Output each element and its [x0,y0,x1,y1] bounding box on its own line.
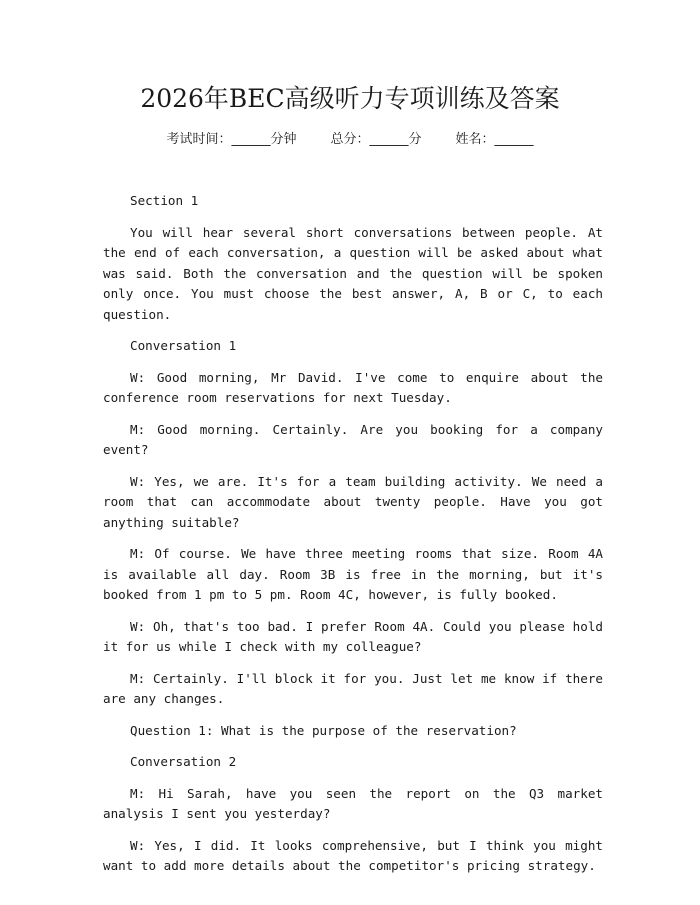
exam-time-field: 考试时间：______分钟 [166,132,297,147]
dialogue-line: W: Oh, that's too bad. I prefer Room 4A. Could you please hold it for us while I check with my colleague? [103,618,603,654]
question-line: Question 1: What is the purpose of the reservation? [130,722,517,738]
dialogue-line: M: Certainly. I'll block it for you. Just let me know if there are any changes. [103,670,603,706]
exam-info-line [0,131,700,149]
instructions-paragraph: You will hear several short conversations between people. At the end of each conversation, a question will be asked about what was said. Both the conversation and the question will be spoken only once. You must choose the best answer, A, B or C, to each question. [103,224,603,322]
dialogue-line: M: Of course. We have three meeting rooms that size. Room 4A is available all day. Room 3B is free in the morning, but it's booked from 1 pm to 5 pm. Room 4C, however, is fully booked. [103,546,603,602]
section-heading: Section 1 [130,193,199,208]
dialogue-line: W: Yes, I did. It looks comprehensive, but I think you might want to add more details about the competitor's pricing strategy. [103,837,603,873]
total-score-field: 总分：______分 [330,132,422,147]
dialogue-line: M: Hi Sarah, have you seen the report on the Q3 market analysis I sent you yesterday? [103,785,603,821]
document-body [103,191,603,888]
dialogue-line: W: Good morning, Mr David. I've come to enquire about the conference room reservations for next Tuesday. [103,369,603,405]
dialogue-line: W: Yes, we are. It's for a team building activity. We need a room that can accommodate about twenty people. Have you got anything suitable? [103,473,603,530]
conversation-heading: Conversation 2 [130,754,237,769]
dialogue-line: M: Good morning. Certainly. Are you booking for a company event? [103,421,603,457]
conversation-heading: Conversation 1 [130,338,237,353]
name-field: 姓名：______ [455,132,534,147]
document-title: 2026年BEC高级听力专项训练及答案 [140,84,560,113]
